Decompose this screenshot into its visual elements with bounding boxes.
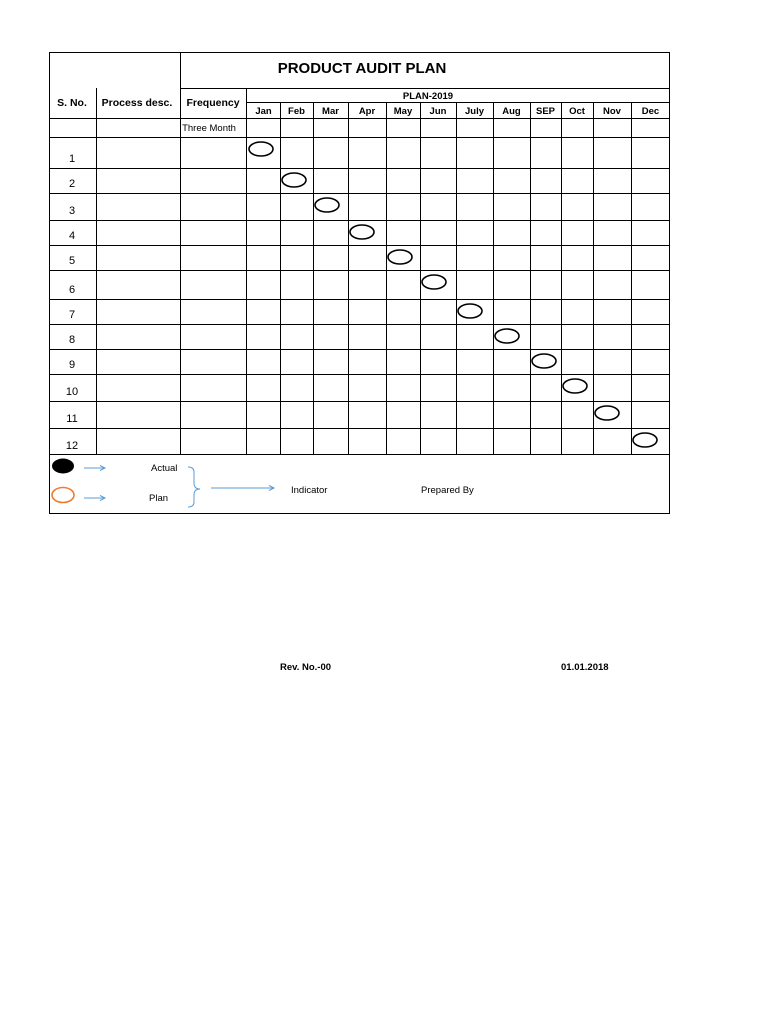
serial-numbers	[66, 153, 78, 452]
month-header-jun: Jun	[429, 106, 447, 117]
month-header-feb: Feb	[288, 106, 305, 117]
month-headers	[255, 106, 659, 117]
row-sno-4: 4	[68, 230, 76, 242]
month-header-jan: Jan	[255, 106, 272, 117]
month-header-may: May	[393, 106, 413, 117]
month-header-nov: Nov	[603, 106, 621, 117]
plan-marker-row-6	[422, 275, 446, 289]
table-frame	[49, 52, 670, 514]
row-sno-9: 9	[68, 359, 76, 371]
row-sno-7: 7	[68, 309, 76, 321]
frequency-value: Three Month	[182, 123, 236, 134]
actual-arrow-icon	[84, 466, 105, 471]
actual-filled-circle-icon	[52, 459, 74, 474]
prepared-by-label: Prepared By	[421, 485, 474, 496]
plan-marker-row-11	[595, 406, 619, 420]
row-sno-12: 12	[65, 440, 79, 452]
row-sno-2: 2	[68, 178, 76, 190]
plan-marker-row-7	[458, 304, 482, 318]
row-sno-11: 11	[66, 413, 78, 425]
row-sno-10: 10	[65, 386, 79, 398]
plan-marker-row-1	[249, 142, 273, 156]
row-grid-lines	[49, 169, 670, 429]
brace-icon	[188, 467, 200, 507]
month-header-oct: Oct	[569, 106, 585, 117]
row-sno-8: 8	[68, 334, 76, 346]
row-sno-5: 5	[68, 255, 76, 267]
row-sno-1: 1	[68, 153, 76, 165]
month-header-aug: Aug	[502, 106, 521, 117]
plan-arrow-icon	[84, 496, 105, 501]
row-sno-6: 6	[68, 284, 76, 296]
plan-marker-row-10	[563, 379, 587, 393]
month-header-dec: Dec	[641, 106, 660, 117]
revision-date: 01.01.2018	[561, 662, 609, 673]
legend-plan-label: Plan	[149, 493, 169, 504]
indicator-arrow-icon	[211, 486, 274, 491]
page-title: PRODUCT AUDIT PLAN	[277, 60, 447, 77]
month-header-july: July	[464, 106, 485, 117]
revision-number: Rev. No.-00	[280, 662, 332, 673]
header-sno: S. No.	[57, 97, 87, 109]
plan-marker-row-5	[388, 250, 412, 264]
plan-marker-row-3	[315, 198, 339, 212]
month-header-apr: Apr	[358, 106, 376, 117]
header-process-desc: Process desc.	[101, 97, 173, 109]
row-sno-3: 3	[68, 205, 76, 217]
legend-indicator-label: Indicator	[291, 485, 328, 496]
plan-marker-row-2	[282, 173, 306, 187]
header-frequency: Frequency	[186, 97, 240, 109]
plan-marker-row-8	[495, 329, 519, 343]
month-header-mar: Mar	[322, 106, 339, 117]
legend	[52, 459, 474, 508]
plan-marker-row-9	[532, 354, 556, 368]
month-header-sep: SEP	[535, 106, 556, 117]
plan-year-label: PLAN-2019	[402, 91, 454, 102]
plan-open-circle-icon	[52, 488, 74, 503]
plan-marker-row-4	[350, 225, 374, 239]
month-grid-lines	[281, 102, 632, 455]
plan-marker-row-12	[633, 433, 657, 447]
legend-actual-label: Actual	[151, 463, 178, 474]
